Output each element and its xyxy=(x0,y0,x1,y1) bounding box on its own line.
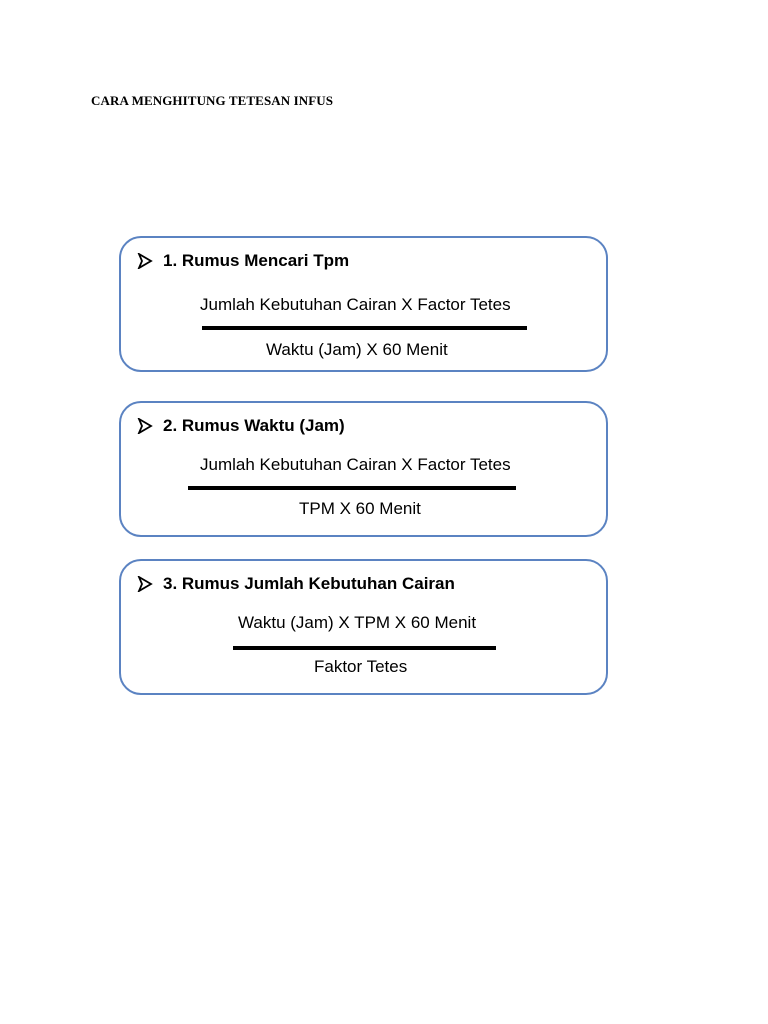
formula-box-waktu xyxy=(119,401,608,537)
formula-numerator: Waktu (Jam) X TPM X 60 Menit xyxy=(238,613,477,632)
formula-heading xyxy=(137,574,455,594)
fraction-bar xyxy=(188,486,516,490)
formula-denominator: Faktor Tetes xyxy=(314,657,408,676)
formula-numerator: Jumlah Kebutuhan Cairan X Factor Tetes xyxy=(200,295,511,314)
formula-denominator: TPM X 60 Menit xyxy=(299,499,421,518)
formula-box-kebutuhan-cairan xyxy=(119,559,608,695)
formula-numerator: Jumlah Kebutuhan Cairan X Factor Tetes xyxy=(200,455,511,474)
formula-heading xyxy=(137,251,349,271)
document-title: CARA MENGHITUNG TETESAN INFUS xyxy=(91,93,334,108)
formula-denominator: Waktu (Jam) X 60 Menit xyxy=(266,340,448,359)
formula-box-tpm xyxy=(119,236,608,372)
formula-heading-label: 3. Rumus Jumlah Kebutuhan Cairan xyxy=(163,574,455,593)
fraction-bar xyxy=(233,646,496,650)
formula-heading xyxy=(137,416,345,436)
formula-heading-label: 2. Rumus Waktu (Jam) xyxy=(163,416,345,435)
arrowhead-bullet-icon xyxy=(137,253,153,269)
formula-heading-label: 1. Rumus Mencari Tpm xyxy=(163,251,350,270)
arrowhead-bullet-icon xyxy=(137,418,153,434)
fraction-bar xyxy=(202,326,527,330)
arrowhead-bullet-icon xyxy=(137,576,153,592)
